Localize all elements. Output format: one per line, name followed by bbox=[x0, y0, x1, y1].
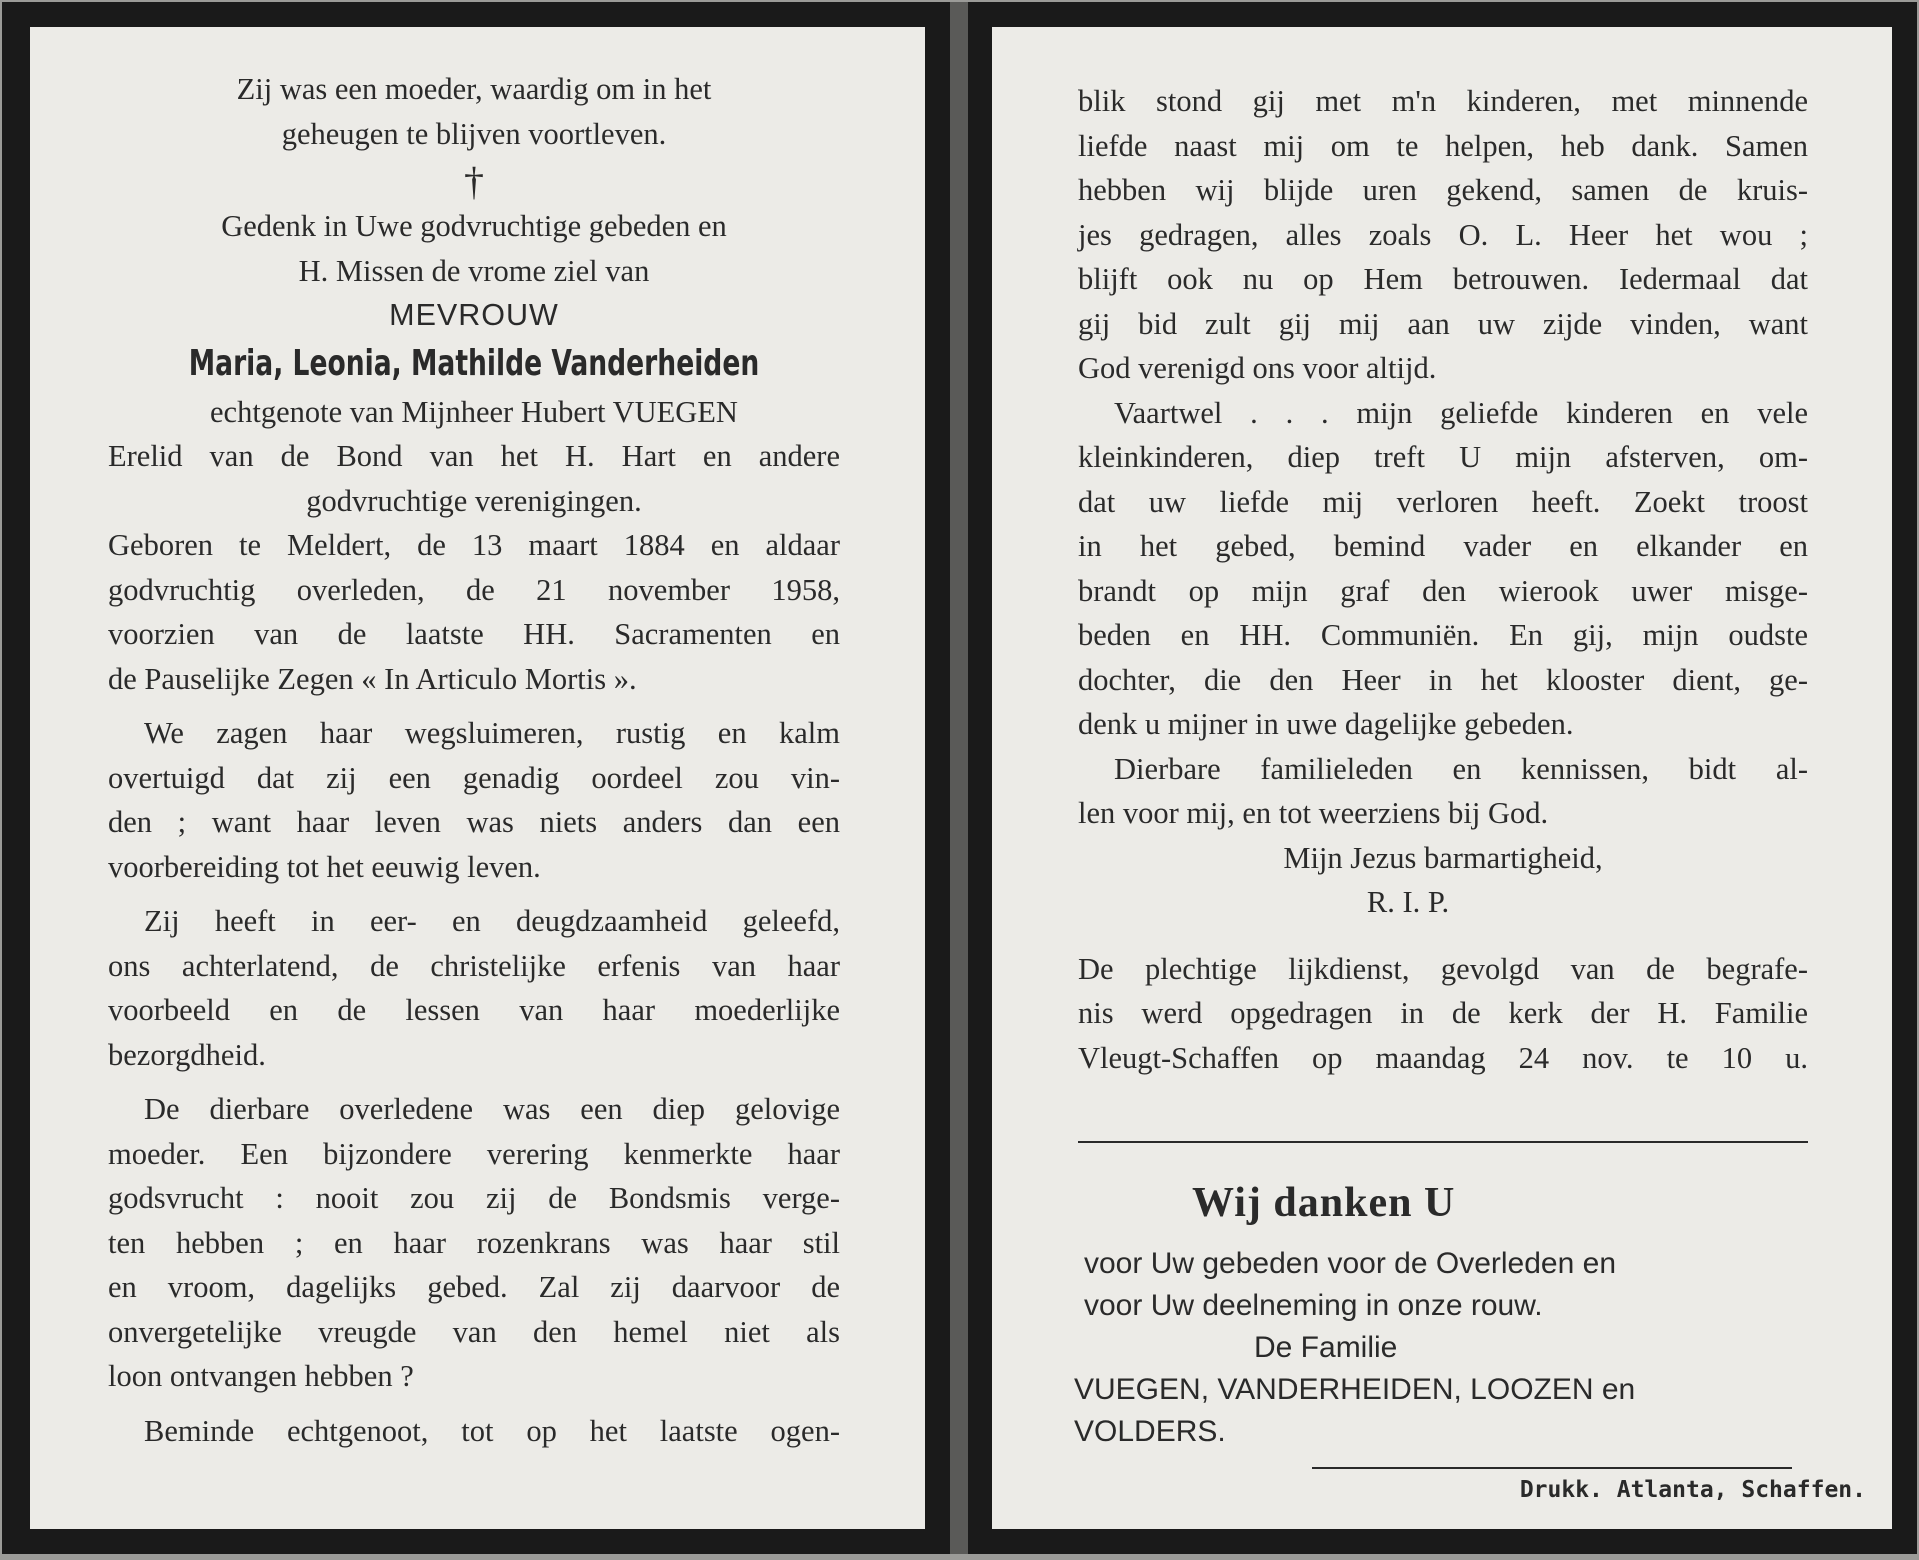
thanks-block bbox=[1074, 1243, 1784, 1453]
text-line: liefde naast mij om te helpen, heb dank. Samen bbox=[1078, 128, 1808, 163]
text-line: jes gedragen, alles zoals O. L. Heer het wou ; bbox=[1078, 217, 1808, 252]
text-line: dat uw liefde mij verloren heeft. Zoekt troost bbox=[1078, 484, 1808, 519]
text-line: Vaartwel . . . mijn geliefde kinderen en vele bbox=[1114, 395, 1808, 430]
text-line: Zij heeft in eer- en deugdzaamheid geleefd, bbox=[144, 904, 840, 938]
text-line: De plechtige lijkdienst, gevolgd van de begrafe- bbox=[1078, 951, 1808, 986]
deceased-name: Maria, Leonia, Mathilde Vanderheiden bbox=[188, 342, 760, 384]
intro-line: Zij was een moeder, waardig om in het bbox=[236, 72, 712, 106]
text-line: bezorgdheid. bbox=[108, 1037, 266, 1072]
text-line: den ; want haar leven was niets anders dan een bbox=[108, 805, 840, 839]
text-line: moeder. Een bijzondere verering kenmerkte haar bbox=[108, 1136, 840, 1171]
paragraph-continuation bbox=[1078, 79, 1808, 391]
text-line: nis werd opgedragen in de kerk der H. Familie bbox=[1078, 996, 1808, 1030]
right-page bbox=[992, 27, 1892, 1529]
text-line: len voor mij, en tot weerziens bij God. bbox=[1078, 796, 1549, 830]
text-line: loon ontvangen hebben ? bbox=[108, 1359, 414, 1393]
text-line: gij bid zult gij mij aan uw zijde vinden, want bbox=[1078, 306, 1808, 341]
title-mevrouw: MEVROUW bbox=[389, 298, 559, 332]
spouse-line: echtgenote van Mijnheer Hubert VUEGEN bbox=[210, 394, 738, 429]
paragraph-4 bbox=[108, 1409, 840, 1454]
paragraph-3 bbox=[108, 1087, 840, 1399]
printer-divider bbox=[1312, 1467, 1792, 1469]
paragraph-1 bbox=[108, 711, 840, 889]
text-line: blik stond gij met m'n kinderen, met minnende bbox=[1078, 84, 1808, 118]
text-line: kleinkinderen, diep treft U mijn afsterven, om- bbox=[1078, 440, 1808, 474]
family-names: VOLDERS. bbox=[1074, 1415, 1226, 1448]
memento-line: H. Missen de vrome ziel van bbox=[298, 253, 650, 288]
text-line: Vleugt-Schaffen op maandag 24 nov. te 10 u. bbox=[1078, 1040, 1808, 1075]
paragraph-family bbox=[1078, 747, 1808, 836]
divider-line bbox=[1078, 1141, 1808, 1143]
text-line: blijft ook nu op Hem betrouwen. Iedermaal dat bbox=[1078, 262, 1808, 296]
thanks-line: voor Uw gebeden voor de Overleden en bbox=[1084, 1247, 1617, 1280]
paragraph-2 bbox=[108, 899, 840, 1077]
right-card-border bbox=[968, 2, 1917, 1554]
cross-icon: † bbox=[464, 159, 484, 204]
text-line: voorbeeld en de lessen van haar moederlijke bbox=[108, 993, 840, 1027]
text-line: ons achterlatend, de christelijke erfenis van haar bbox=[108, 948, 840, 983]
family-label: De Familie bbox=[1254, 1331, 1398, 1364]
birth-line: de Pauselijke Zegen « In Articulo Mortis ». bbox=[108, 661, 637, 696]
rip: R. I. P. bbox=[1366, 885, 1450, 919]
text-line: denk u mijner in uwe dagelijke gebeden. bbox=[1078, 707, 1574, 741]
family-names: VUEGEN, VANDERHEIDEN, LOOZEN en bbox=[1074, 1373, 1636, 1406]
prayer-line: Mijn Jezus barmartigheid, bbox=[1283, 840, 1603, 875]
text-line: voorbereiding tot het eeuwig leven. bbox=[108, 849, 541, 884]
text-line: De dierbare overledene was een diep gelovige bbox=[144, 1092, 840, 1126]
memento-line: Gedenk in Uwe godvruchtige gebeden en bbox=[221, 209, 727, 243]
text-line: in het gebed, bemind vader en elkander en bbox=[1078, 529, 1808, 563]
intro-line: geheugen te blijven voortleven. bbox=[281, 116, 667, 151]
paragraph-farewell bbox=[1078, 391, 1808, 747]
text-line: We zagen haar wegsluimeren, rustig en kalm bbox=[144, 716, 840, 750]
left-card-border bbox=[2, 2, 950, 1554]
thanks-line: voor Uw deelneming in onze rouw. bbox=[1084, 1289, 1543, 1322]
text-line: dochter, die den Heer in het klooster dient, ge- bbox=[1078, 662, 1808, 697]
funeral-notice bbox=[1078, 947, 1808, 1081]
spouse-line: Erelid van de Bond van het H. Hart en andere bbox=[108, 439, 840, 473]
text-line: Dierbare familieleden en kennissen, bidt al- bbox=[1114, 751, 1808, 786]
birth-line: Geboren te Meldert, de 13 maart 1884 en aldaar bbox=[108, 528, 840, 562]
right-text-column bbox=[1078, 79, 1808, 1080]
spouse-line: godvruchtige verenigingen. bbox=[306, 483, 642, 518]
birth-line: voorzien van de laatste HH. Sacramenten en bbox=[108, 617, 840, 651]
left-page bbox=[30, 27, 925, 1529]
printer-credit: Drukk. Atlanta, Schaffen. bbox=[1519, 1477, 1866, 1503]
text-line: God verenigd ons voor altijd. bbox=[1078, 351, 1437, 385]
text-line: onvergetelijke vreugde van den hemel niet als bbox=[108, 1314, 840, 1349]
text-line: godsvrucht : nooit zou zij de Bondsmis verge- bbox=[108, 1181, 840, 1215]
text-line: beden en HH. Communiën. En gij, mijn oudste bbox=[1078, 618, 1808, 652]
text-line: en vroom, dagelijks gebed. Zal zij daarvoor de bbox=[108, 1270, 840, 1304]
text-line: Beminde echtgenoot, tot op het laatste ogen- bbox=[144, 1413, 840, 1448]
left-text-column bbox=[108, 67, 840, 1453]
text-line: brandt op mijn graf den wierook uwer misge- bbox=[1078, 573, 1808, 608]
text-line: hebben wij blijde uren gekend, samen de kruis- bbox=[1078, 173, 1808, 207]
text-line: ten hebben ; en haar rozenkrans was haar stil bbox=[108, 1225, 840, 1260]
thanks-heading: Wij danken U bbox=[1192, 1180, 1456, 1226]
birth-line: godvruchtig overleden, de 21 november 1958, bbox=[108, 572, 840, 607]
card-fold bbox=[950, 2, 968, 1554]
text-line: overtuigd dat zij een genadig oordeel zou vin- bbox=[108, 760, 840, 795]
